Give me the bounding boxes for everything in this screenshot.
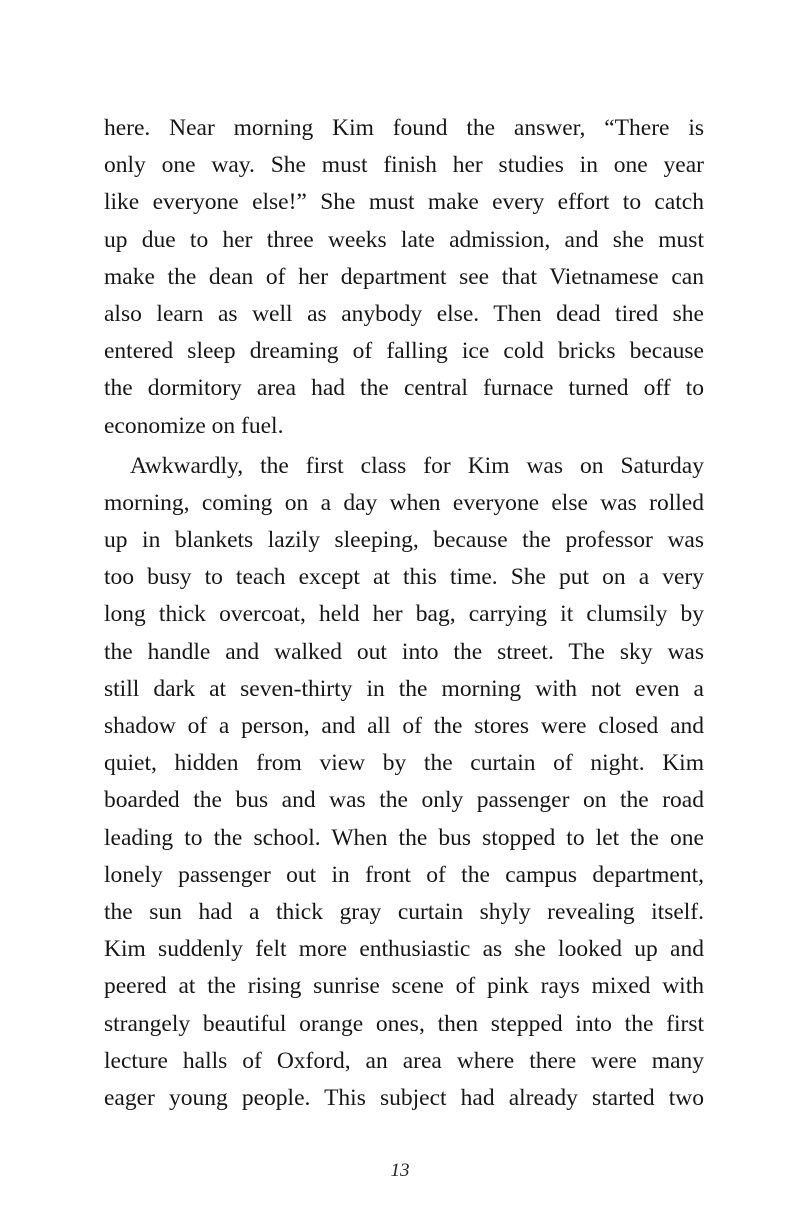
text-line: lonely passenger out in front of the campus department, <box>104 861 704 888</box>
text-line: the sun had a thick gray curtain shyly revealing itself. <box>104 898 704 925</box>
text-line: too busy to teach except at this time. She put on a very <box>104 564 704 591</box>
text-line: the dormitory area had the central furnace turned off to <box>104 375 704 402</box>
text-line: shadow of a person, and all of the stores were closed and <box>104 713 704 739</box>
text-line: morning, coming on a day when everyone else was rolled <box>104 489 704 516</box>
text-line: up in blankets lazily sleeping, because the professor was <box>104 527 704 554</box>
body-text <box>104 110 704 1117</box>
text-line: lecture halls of Oxford, an area where there were many <box>104 1047 704 1074</box>
text-line: also learn as well as anybody else. Then dead tired she <box>104 300 704 327</box>
text-line: entered sleep dreaming of falling ice cold bricks because <box>104 338 704 365</box>
text-line: make the dean of her department see that Vietnamese can <box>104 263 704 290</box>
text-line: peered at the rising sunrise scene of pink rays mixed with <box>104 973 704 1000</box>
text-line: like everyone else!” She must make every effort to catch <box>104 189 704 216</box>
text-line: Kim suddenly felt more enthusiastic as she looked up and <box>104 936 704 963</box>
text-line: up due to her three weeks late admission, and she must <box>104 226 704 253</box>
text-line: eager young people. This subject had already started two <box>104 1084 704 1111</box>
paragraph-1 <box>104 110 704 445</box>
text-line: long thick overcoat, held her bag, carrying it clumsily by <box>104 601 704 628</box>
text-line: leading to the school. When the bus stopped to let the one <box>104 824 704 851</box>
text-line: still dark at seven-thirty in the morning with not even a <box>104 675 704 702</box>
text-line: economize on fuel. <box>104 412 284 439</box>
text-line: Awkwardly, the first class for Kim was on Saturday <box>130 452 704 479</box>
text-line: boarded the bus and was the only passenger on the road <box>104 787 704 814</box>
text-line: the handle and walked out into the street. The sky was <box>104 638 704 665</box>
page-number: 13 <box>390 1160 410 1181</box>
paragraph-2 <box>104 448 704 1117</box>
text-line: quiet, hidden from view by the curtain of night. Kim <box>104 750 704 777</box>
text-line: here. Near morning Kim found the answer, “There is <box>104 115 704 141</box>
text-line: strangely beautiful orange ones, then stepped into the first <box>104 1010 704 1037</box>
text-line: only one way. She must finish her studies in one year <box>104 152 704 179</box>
